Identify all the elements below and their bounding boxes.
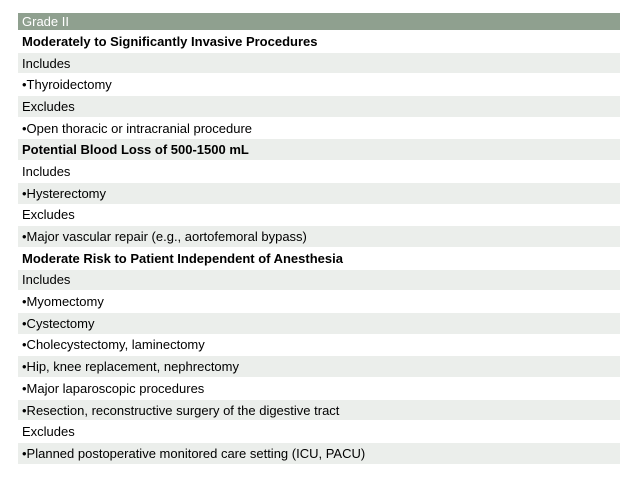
table-row: Moderate Risk to Patient Independent of Anesthesia <box>18 248 620 270</box>
table-row: •Myomectomy <box>18 291 620 313</box>
table-row: Includes <box>18 53 620 75</box>
table-row: •Resection, reconstructive surgery of the digestive tract <box>18 400 620 422</box>
table-row: •Major vascular repair (e.g., aortofemoral bypass) <box>18 226 620 248</box>
table-row: •Hysterectomy <box>18 183 620 205</box>
table-row: •Cystectomy <box>18 313 620 335</box>
table-row: •Planned postoperative monitored care setting (ICU, PACU) <box>18 443 620 465</box>
table-row: •Open thoracic or intracranial procedure <box>18 118 620 140</box>
table-row: •Cholecystectomy, laminectomy <box>18 335 620 357</box>
table-row: Includes <box>18 270 620 292</box>
table-row: Potential Blood Loss of 500-1500 mL <box>18 139 620 161</box>
table-header: Grade II <box>18 13 620 31</box>
table-row: Excludes <box>18 96 620 118</box>
table-row: Excludes <box>18 205 620 227</box>
table-row: Moderately to Significantly Invasive Procedures <box>18 31 620 53</box>
grade-table <box>18 13 620 465</box>
table-row: Excludes <box>18 421 620 443</box>
table-row: •Hip, knee replacement, nephrectomy <box>18 356 620 378</box>
table-row: •Major laparoscopic procedures <box>18 378 620 400</box>
table-row: Includes <box>18 161 620 183</box>
table-row: •Thyroidectomy <box>18 74 620 96</box>
